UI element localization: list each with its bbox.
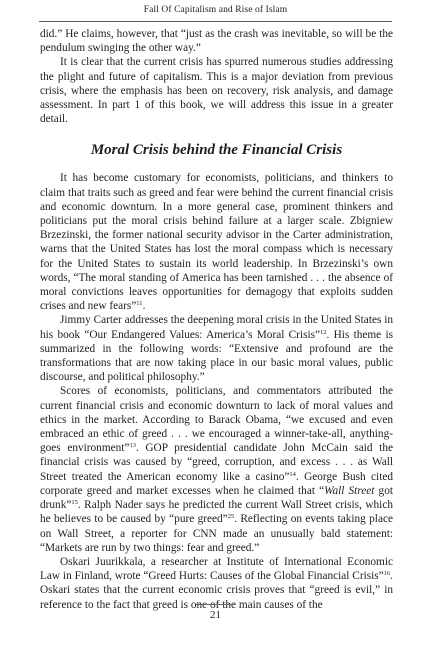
paragraph-text: . Ralph Nader says he predicted the current Wall Street crisis, which he believes to be caused by “pure greed” [40,499,393,526]
paragraph-text: . George Bush cited corporate greed and market excesses when he claimed that “ [40,470,393,497]
paragraph-brzezinski [40,171,393,313]
paragraph-carter [40,313,393,384]
footnote-ref: 25 [227,513,235,521]
paragraph-text: . Reflecting on events taking place on Wall Street, a reporter for CNN made an unusually bald statement: “Markets are run by two things: fear and greed.” [40,513,393,554]
footnote-ref: 14 [289,470,296,478]
paragraph-current-crisis: It is clear that the current crisis has spurred numerous studies addressing the plight and future of capitalism. This is a major deviation from previous crisis, where the emphasis has been on recovery, risk analysis, and damage assessment. In part 1 of this book, we will address this issue in a greater detail. [40,56,393,126]
paragraph-text: . GOP presidential candidate John McCain said the financial crisis was caused by “greed, corruption, and excess . . . as Wall Street treated the American economy like a casino” [40,442,393,483]
paragraph-text: got drunk” [40,484,393,512]
page-number: 21 [210,609,221,621]
footnote-ref: 13 [129,442,136,450]
body-text [40,27,393,612]
section-heading: Moral Crisis behind the Financial Crisis [90,142,343,159]
paragraph-text: Scores of economists, politicians, and commentators attributed the current financial crisis and economic downturn to lack of moral values and ethics in the market. According to Barack Obama, “we excused and even embraced an ethic of greed . . . we encouraged a winner-take-all, anything-goes environment” [40,385,393,455]
paragraph-continuation: did.” He claims, however, that “just as the crash was inevitable, so will be the pendulum swinging the other way.” [40,28,393,55]
paragraph-text: . Oskari states that the current economic crisis proves that “greed is evil,” in reference to the fact that greed is one of the main causes of the [40,570,393,611]
footnote-ref: 12 [320,328,327,336]
italic-phrase: Wall Street [324,484,375,497]
paragraph-greed-quotes [40,384,393,554]
header-rule [39,21,392,22]
footer-rule [196,604,234,605]
paragraph-text: . His theme is summarized in the following words: “Extensive and profound are the transformations that are now taking place in our basic moral values, public discourse, and political philosophy.” [40,328,393,384]
footnote-ref: 15 [71,499,78,507]
paragraph-text: Jimmy Carter addresses the deepening moral crisis in the United States in his book “Our Endangered Values: America’s Moral Crisis” [40,314,393,341]
paragraph-text: Oskari Juurikkala, a researcher at Institute of International Economic Law in Finland, wrote “Greed Hurts: Causes of the Global Financial Crisis” [40,555,393,583]
paragraph-text: It has become customary for economists, politicians, and thinkers to claim that traits such as greed and fear were behind the current financial crisis and economic downturn. In a more general case, prominent thinkers and politicians put the moral crisis behind failure at a larger scale. Zbigniew Brzezinski, the former national security advisor in the Carter administration, warns that the United States has lost the moral compass which is necessary for the United States to sustain its world leadership. In Brzezinski’s own words, “The moral standing of America has been tarnished . . . the absence of moral convictions leaves opportunities for demagogy that exploits sudden crises and new fears” [40,172,393,313]
footnote-ref: 16 [383,570,391,578]
footnote-ref: 11 [136,300,143,308]
running-header: Fall Of Capitalism and Rise of Islam [143,5,288,15]
paragraph-text: . [142,300,146,313]
